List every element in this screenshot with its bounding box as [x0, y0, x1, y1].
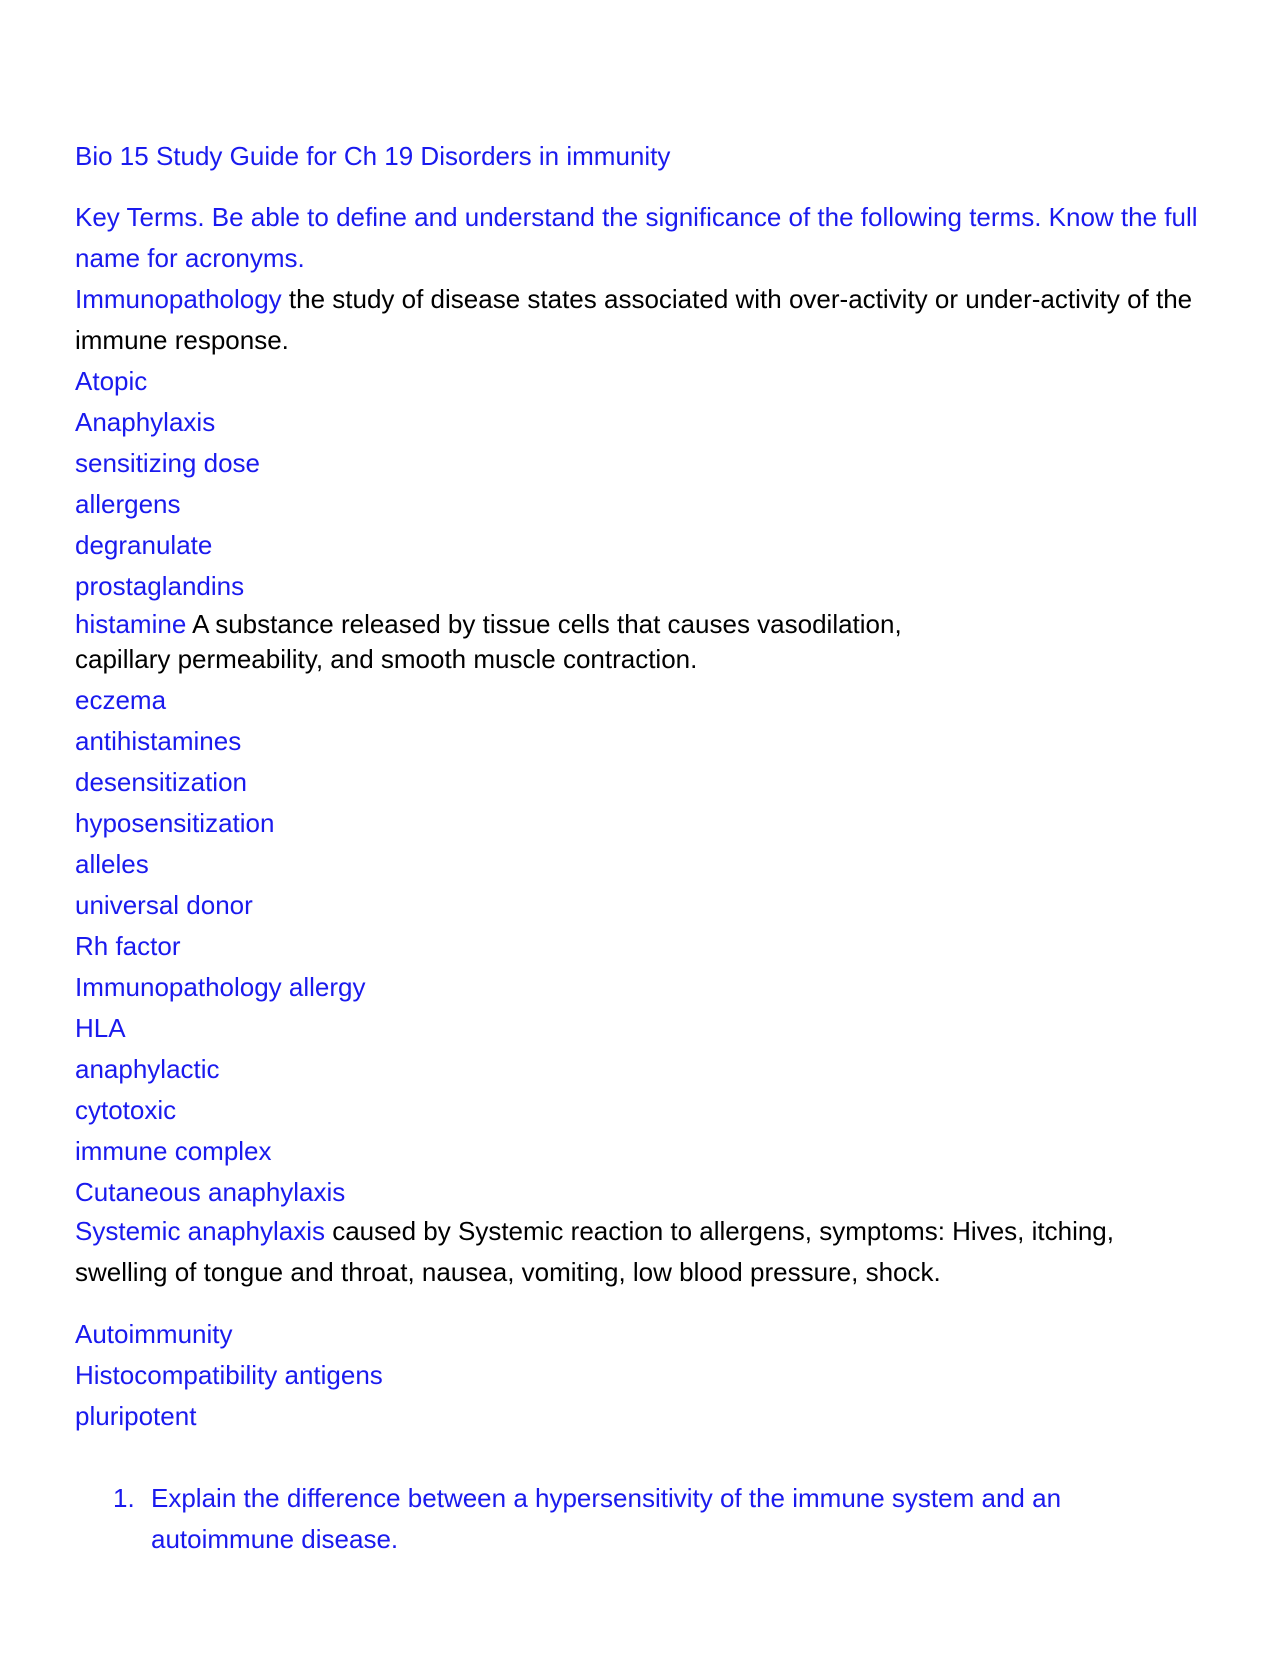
- term-list-3: [75, 1314, 1205, 1437]
- term-item: degranulate: [75, 530, 213, 560]
- term-item: Cutaneous anaphylaxis: [75, 1177, 346, 1207]
- term-item: Immunopathology allergy: [75, 972, 366, 1002]
- term-definition-continued: capillary permeability, and smooth muscle contraction.: [75, 644, 698, 674]
- term-item: desensitization: [75, 767, 247, 797]
- term-item: eczema: [75, 685, 167, 715]
- term-item: Autoimmunity: [75, 1319, 233, 1349]
- term-item: immune complex: [75, 1136, 272, 1166]
- term-label: Systemic anaphylaxis: [75, 1216, 325, 1246]
- term-item: anaphylactic: [75, 1054, 220, 1084]
- definition-systemic-anaphylaxis: [75, 1211, 1205, 1293]
- term-item: Histocompatibility antigens: [75, 1360, 383, 1390]
- key-terms-instructions: Key Terms. Be able to define and understand the significance of the following terms. Know the full name for acronyms.: [75, 202, 1198, 273]
- term-definition: the study of disease states associated with over-activity or under-activity of the immune response.: [75, 284, 1193, 355]
- term-item: Atopic: [75, 366, 148, 396]
- term-label: Immunopathology: [75, 284, 282, 314]
- term-item: alleles: [75, 849, 149, 879]
- term-definition: caused by Systemic reaction to allergens, symptoms: Hives, itching, swelling of tongue and throat, nausea, vomiting, low blood pressure, shock.: [75, 1216, 1114, 1287]
- term-item: HLA: [75, 1013, 126, 1043]
- question-item: [75, 1478, 1205, 1560]
- question-list: [75, 1478, 1205, 1560]
- term-list-2: [75, 680, 1205, 1213]
- term-item: antihistamines: [75, 726, 242, 756]
- document-page: [75, 136, 1205, 1560]
- term-definition: A substance released by tissue cells that causes vasodilation,: [186, 609, 902, 639]
- term-item: Anaphylaxis: [75, 407, 216, 437]
- term-item: cytotoxic: [75, 1095, 177, 1125]
- definition-immunopathology: [75, 279, 1205, 361]
- term-list-1: [75, 361, 1205, 607]
- term-item: universal donor: [75, 890, 253, 920]
- term-item: prostaglandins: [75, 571, 245, 601]
- term-item: pluripotent: [75, 1401, 197, 1431]
- question-text: Explain the difference between a hypersensitivity of the immune system and an autoimmune disease.: [151, 1483, 1062, 1554]
- definition-histamine: [75, 607, 1205, 677]
- document-title: Bio 15 Study Guide for Ch 19 Disorders in immunity: [75, 141, 671, 171]
- term-label: histamine: [75, 609, 187, 639]
- term-item: Rh factor: [75, 931, 181, 961]
- term-item: sensitizing dose: [75, 448, 260, 478]
- term-item: allergens: [75, 489, 181, 519]
- term-item: hyposensitization: [75, 808, 275, 838]
- question-number: 1.: [113, 1483, 135, 1513]
